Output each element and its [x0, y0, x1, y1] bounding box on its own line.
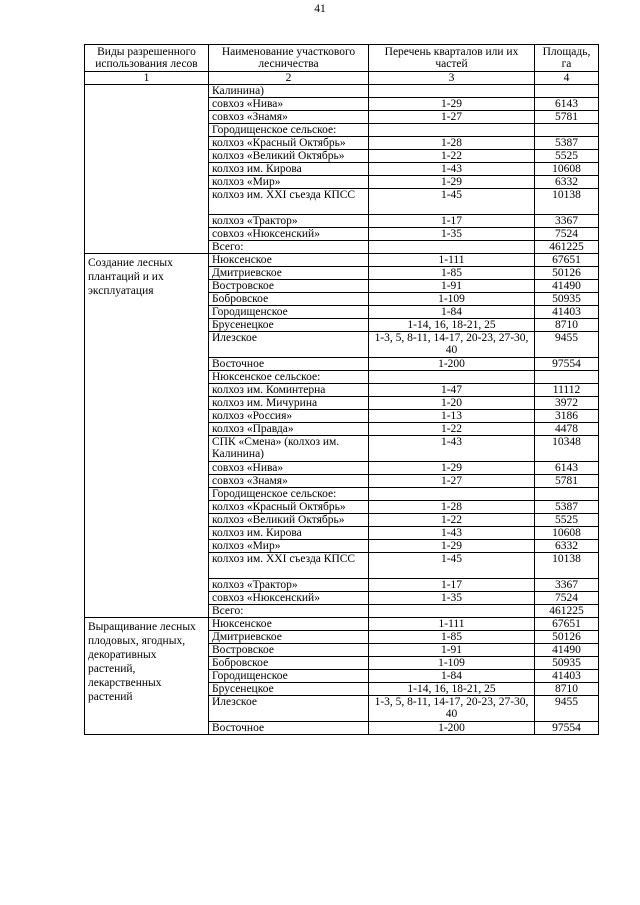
area-cell: 6143	[535, 98, 599, 111]
quarters-cell: 1-85	[369, 631, 535, 644]
forestry-name-cell: колхоз им. Кирова	[209, 527, 369, 540]
forestry-name-cell: Илезское	[209, 332, 369, 358]
area-cell: 41490	[535, 280, 599, 293]
forestry-name-cell: колхоз «Красный Октябрь»	[209, 137, 369, 150]
table-body	[85, 85, 599, 735]
area-cell: 7524	[535, 592, 599, 605]
forestry-name-cell: колхоз им. Кирова	[209, 163, 369, 176]
table-row	[85, 254, 599, 267]
quarters-cell	[369, 605, 535, 618]
forestry-name-cell: Нюксенское сельское:	[209, 371, 369, 384]
quarters-cell: 1-22	[369, 514, 535, 527]
area-cell: 10608	[535, 527, 599, 540]
area-cell: 5781	[535, 111, 599, 124]
forestry-name-cell: Бобровское	[209, 293, 369, 306]
quarters-cell: 1-111	[369, 254, 535, 267]
area-cell: 6332	[535, 176, 599, 189]
header-area: Площадь, га	[535, 45, 599, 72]
quarters-cell: 1-109	[369, 657, 535, 670]
quarters-cell: 1-84	[369, 306, 535, 319]
forest-use-table	[84, 44, 599, 735]
header-use-type: Виды разрешенного использования лесов	[85, 45, 209, 72]
table-row	[85, 85, 599, 98]
area-cell: 5387	[535, 501, 599, 514]
area-cell: 8710	[535, 683, 599, 696]
use-type-cell: Создание лесных плантаций и их эксплуатация	[85, 254, 209, 618]
quarters-cell: 1-91	[369, 644, 535, 657]
area-cell: 10138	[535, 189, 599, 215]
quarters-cell: 1-13	[369, 410, 535, 423]
forestry-name-cell: Нюксенское	[209, 254, 369, 267]
forestry-name-cell: Восточное	[209, 358, 369, 371]
area-cell: 10138	[535, 553, 599, 579]
quarters-cell: 1-45	[369, 553, 535, 579]
area-cell: 5525	[535, 514, 599, 527]
forestry-name-cell: Илезское	[209, 696, 369, 722]
forestry-name-cell: Нюксенское	[209, 618, 369, 631]
header-num-3: 3	[369, 72, 535, 85]
quarters-cell: 1-20	[369, 397, 535, 410]
quarters-cell: 1-28	[369, 501, 535, 514]
quarters-cell: 1-29	[369, 98, 535, 111]
forestry-name-cell: колхоз им. XXI съезда КПСС	[209, 189, 369, 215]
quarters-cell: 1-91	[369, 280, 535, 293]
quarters-cell: 1-35	[369, 228, 535, 241]
area-cell: 50935	[535, 657, 599, 670]
quarters-cell: 1-200	[369, 722, 535, 735]
area-cell: 41403	[535, 670, 599, 683]
quarters-cell: 1-17	[369, 579, 535, 592]
quarters-cell: 1-85	[369, 267, 535, 280]
forestry-name-cell: Восточное	[209, 722, 369, 735]
area-cell: 8710	[535, 319, 599, 332]
quarters-cell: 1-3, 5, 8-11, 14-17, 20-23, 27-30, 40	[369, 696, 535, 722]
area-cell: 5387	[535, 137, 599, 150]
forestry-name-cell: колхоз «Красный Октябрь»	[209, 501, 369, 514]
quarters-cell: 1-43	[369, 163, 535, 176]
page-number: 41	[314, 3, 326, 15]
forestry-name-cell: совхоз «Знамя»	[209, 111, 369, 124]
quarters-cell: 1-27	[369, 475, 535, 488]
quarters-cell: 1-109	[369, 293, 535, 306]
area-cell: 6332	[535, 540, 599, 553]
quarters-cell	[369, 488, 535, 501]
forestry-name-cell: Бобровское	[209, 657, 369, 670]
area-cell: 97554	[535, 722, 599, 735]
area-cell: 10348	[535, 436, 599, 462]
forestry-name-cell: Брусенецкое	[209, 319, 369, 332]
forestry-name-cell: колхоз «Великий Октябрь»	[209, 514, 369, 527]
quarters-cell: 1-22	[369, 423, 535, 436]
quarters-cell	[369, 241, 535, 254]
forestry-name-cell: Городищенское	[209, 670, 369, 683]
quarters-cell: 1-27	[369, 111, 535, 124]
forestry-name-cell: Городищенское	[209, 306, 369, 319]
use-type-cell: Выращивание лесных плодовых, ягодных, декоративных растений, лекарственных растений	[85, 618, 209, 735]
quarters-cell	[369, 85, 535, 98]
area-cell: 3186	[535, 410, 599, 423]
area-cell: 461225	[535, 241, 599, 254]
area-cell: 5525	[535, 150, 599, 163]
quarters-cell: 1-14, 16, 18-21, 25	[369, 683, 535, 696]
area-cell: 50935	[535, 293, 599, 306]
forestry-name-cell: колхоз им. Мичурина	[209, 397, 369, 410]
area-cell: 11112	[535, 384, 599, 397]
forestry-name-cell: Калинина)	[209, 85, 369, 98]
table-row	[85, 618, 599, 631]
forestry-name-cell: совхоз «Нюксенский»	[209, 592, 369, 605]
quarters-cell: 1-22	[369, 150, 535, 163]
forestry-name-cell: Всего:	[209, 605, 369, 618]
area-cell	[535, 371, 599, 384]
area-cell: 50126	[535, 267, 599, 280]
quarters-cell: 1-111	[369, 618, 535, 631]
area-cell: 6143	[535, 462, 599, 475]
header-num-1: 1	[85, 72, 209, 85]
quarters-cell: 1-29	[369, 176, 535, 189]
area-cell: 10608	[535, 163, 599, 176]
quarters-cell	[369, 124, 535, 137]
forestry-name-cell: колхоз им. Коминтерна	[209, 384, 369, 397]
area-cell: 461225	[535, 605, 599, 618]
forestry-name-cell: Городищенское сельское:	[209, 124, 369, 137]
area-cell: 3367	[535, 215, 599, 228]
forestry-name-cell: колхоз «Великий Октябрь»	[209, 150, 369, 163]
header-forestry-name: Наименование участкового лесничества	[209, 45, 369, 72]
quarters-cell: 1-35	[369, 592, 535, 605]
quarters-cell: 1-17	[369, 215, 535, 228]
quarters-cell: 1-200	[369, 358, 535, 371]
quarters-cell: 1-43	[369, 527, 535, 540]
quarters-cell: 1-45	[369, 189, 535, 215]
forestry-name-cell: колхоз им. XXI съезда КПСС	[209, 553, 369, 579]
use-type-cell	[85, 85, 209, 254]
forestry-name-cell: совхоз «Нюксенский»	[209, 228, 369, 241]
header-num-4: 4	[535, 72, 599, 85]
forestry-name-cell: Брусенецкое	[209, 683, 369, 696]
header-num-2: 2	[209, 72, 369, 85]
area-cell: 50126	[535, 631, 599, 644]
header-quarters: Перечень кварталов или их частей	[369, 45, 535, 72]
area-cell: 67651	[535, 254, 599, 267]
area-cell: 4478	[535, 423, 599, 436]
forestry-name-cell: совхоз «Нива»	[209, 98, 369, 111]
forestry-name-cell: совхоз «Знамя»	[209, 475, 369, 488]
area-cell: 7524	[535, 228, 599, 241]
forestry-name-cell: колхоз «Мир»	[209, 176, 369, 189]
area-cell	[535, 488, 599, 501]
quarters-cell: 1-47	[369, 384, 535, 397]
quarters-cell: 1-14, 16, 18-21, 25	[369, 319, 535, 332]
area-cell: 9455	[535, 696, 599, 722]
area-cell	[535, 85, 599, 98]
forestry-name-cell: колхоз «Правда»	[209, 423, 369, 436]
area-cell: 97554	[535, 358, 599, 371]
quarters-cell: 1-43	[369, 436, 535, 462]
quarters-cell: 1-84	[369, 670, 535, 683]
forestry-name-cell: колхоз «Россия»	[209, 410, 369, 423]
area-cell: 5781	[535, 475, 599, 488]
area-cell: 3367	[535, 579, 599, 592]
quarters-cell: 1-29	[369, 462, 535, 475]
area-cell: 3972	[535, 397, 599, 410]
forestry-name-cell: колхоз «Мир»	[209, 540, 369, 553]
forestry-name-cell: колхоз «Трактор»	[209, 215, 369, 228]
area-cell	[535, 124, 599, 137]
area-cell: 41490	[535, 644, 599, 657]
forestry-name-cell: колхоз «Трактор»	[209, 579, 369, 592]
quarters-cell	[369, 371, 535, 384]
forestry-name-cell: Всего:	[209, 241, 369, 254]
area-cell: 9455	[535, 332, 599, 358]
forestry-name-cell: Дмитриевское	[209, 631, 369, 644]
forestry-name-cell: Востровское	[209, 280, 369, 293]
forestry-name-cell: совхоз «Нива»	[209, 462, 369, 475]
quarters-cell: 1-28	[369, 137, 535, 150]
forestry-name-cell: Востровское	[209, 644, 369, 657]
forestry-name-cell: Городищенское сельское:	[209, 488, 369, 501]
forestry-name-cell: СПК «Смена» (колхоз им. Калинина)	[209, 436, 369, 462]
area-cell: 67651	[535, 618, 599, 631]
quarters-cell: 1-29	[369, 540, 535, 553]
forestry-name-cell: Дмитриевское	[209, 267, 369, 280]
area-cell: 41403	[535, 306, 599, 319]
quarters-cell: 1-3, 5, 8-11, 14-17, 20-23, 27-30, 40	[369, 332, 535, 358]
